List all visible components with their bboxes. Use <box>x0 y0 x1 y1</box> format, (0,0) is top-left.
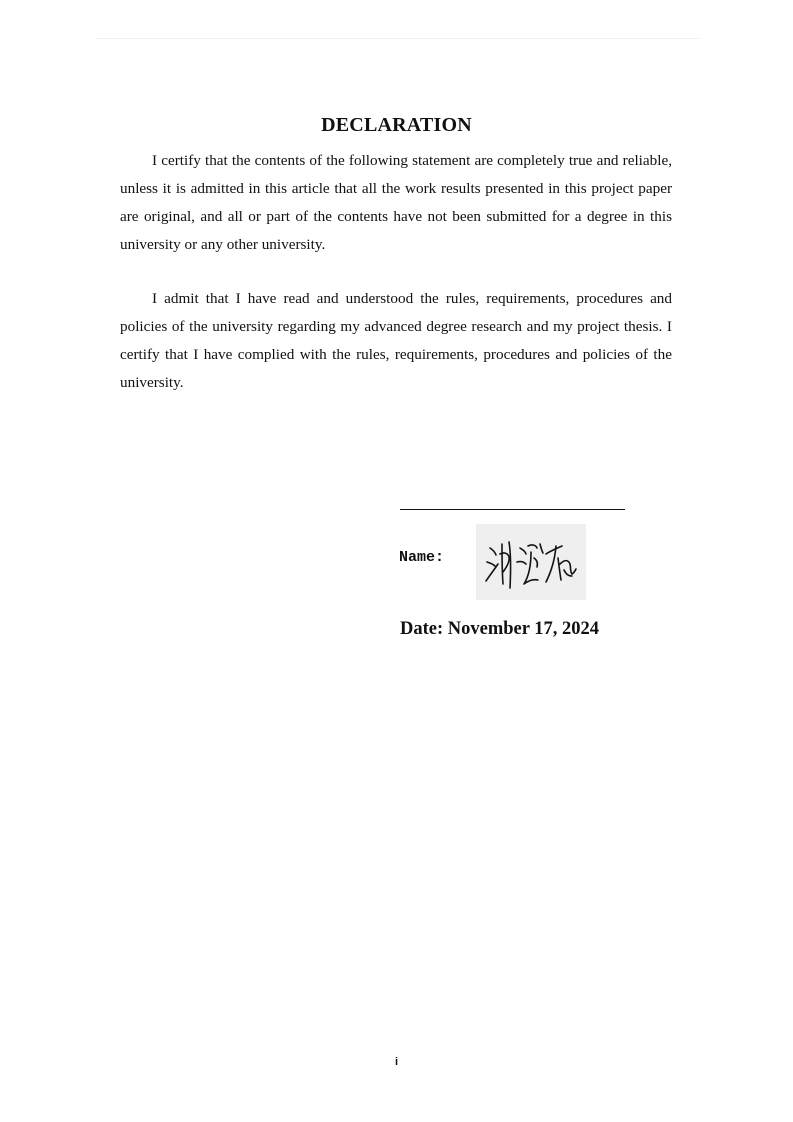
page-title: DECLARATION <box>321 114 472 136</box>
page-number: i <box>394 1056 399 1068</box>
name-label: Name: <box>399 549 445 566</box>
paragraph-text: I admit that I have read and understood the rules, requirements, procedures and policies of the university regarding my advanced degree research and my project thesis. I certify that I have complied with the rules, requirements, procedures and policies of the university. <box>120 290 672 391</box>
paragraph-certify <box>120 147 672 259</box>
handwritten-signature <box>476 524 586 600</box>
date-label: Date: November 17, 2024 <box>400 619 600 639</box>
signature-line <box>400 509 625 510</box>
paragraph-text: I certify that the contents of the following statement are completely true and reliable, unless it is admitted in this article that all the work results presented in this project paper are original, and all or part of the contents have not been submitted for a degree in this university or any other university. <box>120 152 672 253</box>
header-rule <box>95 38 700 39</box>
paragraph-admit <box>120 285 672 397</box>
